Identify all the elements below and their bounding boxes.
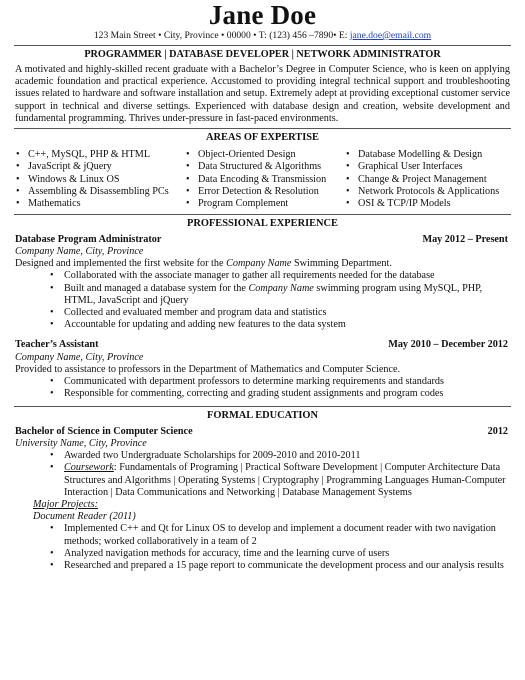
divider (14, 214, 511, 215)
job-dates: May 2012 – Present (422, 233, 508, 245)
contact-line (0, 30, 525, 42)
expertise-item: • Data Encoding & Transmission (186, 174, 346, 186)
expertise-item: • Change & Project Management (346, 174, 509, 186)
candidate-name: Jane Doe (208, 0, 317, 30)
bullet-item: • Collaborated with the associate manager to gather all requirements needed for the database (50, 270, 508, 282)
expertise-item: • Program Complement (186, 198, 346, 210)
section-title-experience: PROFESSIONAL EXPERIENCE (187, 217, 338, 229)
expertise-column (346, 149, 509, 210)
school-line: University Name, City, Province (15, 437, 147, 449)
bullet-text: Built and managed a database system for the (64, 282, 249, 294)
divider (14, 128, 511, 129)
expertise-item: • Assembling & Disassembling PCs (16, 186, 186, 198)
graduation-year: 2012 (487, 425, 508, 437)
divider (14, 406, 511, 407)
expertise-item: • Data Structured & Algorithms (186, 161, 346, 173)
company-name-italic: Company Name (226, 258, 292, 270)
job-header (15, 234, 508, 246)
resume-page (0, 1, 525, 680)
expertise-item: • C++, MySQL, PHP & HTML (16, 149, 186, 161)
bullet-item: • Analyzed navigation methods for accuracy, time and the learning curve of users (50, 548, 508, 560)
job-bullets (15, 376, 508, 400)
education-entry (15, 426, 508, 573)
company-line: Company Name, City, Province (15, 351, 144, 363)
expertise-item: • OSI & TCP/IP Models (346, 198, 509, 210)
description-text: Designed and implemented the first website for the (15, 258, 227, 270)
company-line: Company Name, City, Province (15, 245, 144, 257)
expertise-item: • JavaScript & jQuery (16, 161, 186, 173)
coursework-label: Coursework (64, 462, 114, 474)
expertise-item: • Network Protocols & Applications (346, 186, 509, 198)
degree-header (15, 426, 508, 438)
bullet-item: • Accountable for updating and adding new features to the data system (50, 319, 508, 331)
bullet-item: • Awarded two Undergraduate Scholarships for 2009-2010 and 2010-2011 (50, 450, 508, 462)
expertise-item: • Graphical User Interfaces (346, 161, 509, 173)
expertise-grid (16, 149, 509, 210)
expertise-column (186, 149, 346, 210)
bullet-item (50, 462, 508, 499)
degree-title: Bachelor of Science in Computer Science (15, 425, 193, 437)
section-title-education: FORMAL EDUCATION (207, 409, 318, 421)
coursework-text: : Fundamentals of Programing | Practical Software Development | Computer Architecture Data Structures and Algorithms | Operating Systems | Cryptography | Programming Languages Human-Computer Interaction | Data Communications and Networking | Database Management Systems (64, 462, 506, 498)
job-description: Provided to assistance to professors in the Department of Mathematics and Computer Science. (15, 363, 401, 375)
expertise-item: • Object-Oriented Design (186, 149, 346, 161)
summary-paragraph: A motivated and highly-skilled recent graduate with a Bachelor’s Degree in Computer Science, who is keen on applying academic foundation and practical experience. Accustomed to providing integral technical support and troubleshooting issues related to hardware and software installation and setup. Extremely adept at providing exceptional customer service support in technical and diverse settings. Experienced with database design and creation, website development and fundamental programming. Thrives under-pressure in fast-paced environments. (15, 64, 510, 124)
description-text: Swimming Department. (291, 258, 392, 270)
bullet-item (50, 283, 508, 307)
expertise-column (16, 149, 186, 210)
job-header (15, 339, 508, 351)
bullet-item: • Implemented C++ and Qt for Linux OS to develop and implement a document reader with two navigation methods; worked collaboratively in a team of 2 (50, 523, 508, 547)
bullet-text: swimming program using MySQL, PHP, HTML, JavaScript and jQuery (64, 282, 483, 306)
contact-details: 123 Main Street • City, Province • 00000 • T: (123) 456 –7890• E: (93, 30, 350, 41)
job-dates: May 2010 – December 2012 (388, 339, 508, 351)
expertise-item: • Mathematics (16, 198, 186, 210)
job-bullets (15, 270, 508, 331)
job-title: Teacher’s Assistant (15, 339, 99, 351)
divider (14, 45, 511, 46)
expertise-item: • Database Modelling & Design (346, 149, 509, 161)
project-name: Document Reader (2011) (33, 511, 136, 523)
bullet-item: • Communicated with department professors to determine marking requirements and standards (50, 376, 508, 388)
professional-titles: PROGRAMMER | DATABASE DEVELOPER | NETWORK ADMINISTRATOR (84, 49, 441, 60)
bullet-item: • Responsible for commenting, correcting and grading student assignments and program codes (50, 388, 508, 400)
company-name-italic: Company Name (248, 282, 314, 294)
job-entry (15, 234, 508, 332)
section-title-expertise: AREAS OF EXPERTISE (206, 132, 319, 144)
expertise-item: • Error Detection & Resolution (186, 186, 346, 198)
bullet-item: • Researched and prepared a 15 page report to communicate the development process and our analysis results (50, 560, 508, 572)
education-bullets (15, 450, 508, 499)
bullet-item: • Collected and evaluated member and program data and statistics (50, 307, 508, 319)
expertise-item: • Windows & Linux OS (16, 174, 186, 186)
email-link[interactable]: jane.doe@email.com (349, 30, 432, 41)
job-entry (15, 339, 508, 400)
projects-label: Major Projects: (33, 498, 98, 510)
job-title: Database Program Administrator (15, 233, 162, 245)
project-bullets (15, 523, 508, 572)
job-description (15, 258, 508, 270)
